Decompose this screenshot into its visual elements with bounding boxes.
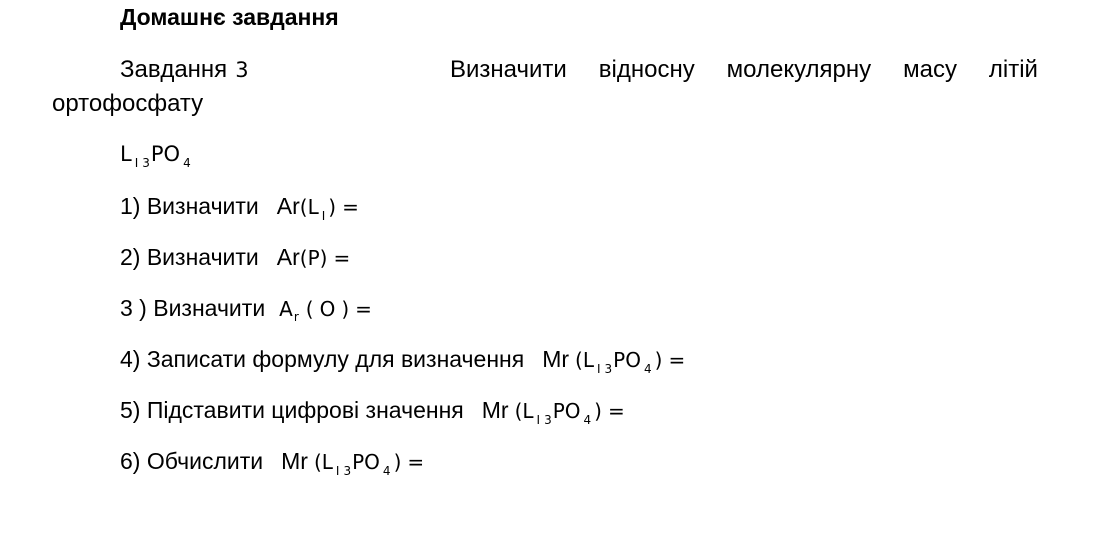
formula-sub-3: 3 — [142, 156, 150, 170]
symbol: Ar — [276, 193, 300, 219]
formula-po: PO — [613, 348, 641, 372]
task-word: молекулярну — [726, 56, 872, 83]
symbol: A — [279, 297, 293, 321]
task-word: Визначити — [450, 56, 567, 83]
task-instruction-continuation: ортофосфату — [52, 90, 204, 117]
element-sub: I — [321, 209, 326, 223]
close-paren: ) — [319, 246, 328, 270]
formula-letter: L — [522, 399, 534, 423]
formula-sub-i: I — [335, 464, 340, 478]
close-paren: ) — [341, 297, 350, 321]
formula-letter: L — [321, 450, 333, 474]
formula-sub-i: I — [134, 156, 139, 170]
task-instruction — [450, 56, 1038, 84]
step-label: 4) Записати формулу для визначення — [120, 346, 525, 372]
task-label — [120, 56, 249, 84]
equals-sign: = — [607, 399, 625, 423]
homework-heading: Домашнє завдання — [120, 4, 339, 30]
open-paren: ( — [575, 348, 583, 372]
open-paren: ( — [305, 297, 314, 321]
compound-formula — [120, 142, 194, 170]
equals-sign: = — [342, 195, 359, 219]
task-word: літій — [988, 56, 1038, 83]
symbol: Mr — [281, 448, 308, 474]
equals-sign: = — [333, 246, 351, 270]
task-word: масу — [903, 56, 957, 83]
symbol: Mr — [481, 397, 509, 423]
step-2 — [120, 244, 350, 271]
formula-sub-4: 4 — [183, 156, 191, 170]
step-label: 6) Обчислити — [120, 448, 264, 474]
task-label-text: Завдання — [120, 56, 228, 83]
step-label: 2) Визначити — [120, 244, 259, 270]
step-expression — [277, 244, 350, 270]
element-letter: P — [307, 246, 320, 270]
formula-sub-4: 4 — [583, 413, 592, 427]
open-paren: ( — [514, 399, 523, 423]
step-expression — [481, 397, 625, 427]
formula-letter: L — [582, 348, 594, 372]
formula-sub-3: 3 — [343, 464, 352, 478]
formula-po: PO — [150, 142, 181, 166]
task-word: відносну — [598, 56, 695, 83]
formula-sub-3: 3 — [604, 362, 613, 376]
open-paren: ( — [299, 246, 308, 270]
symbol: Ar — [276, 244, 300, 270]
symbol-sub: r — [293, 310, 299, 324]
step-label: 1) Визначити — [120, 193, 259, 219]
step-5 — [120, 397, 625, 427]
step-3 — [120, 295, 372, 322]
close-paren: ) — [654, 348, 663, 372]
formula-letter: L — [120, 142, 132, 166]
element-letter: L — [307, 195, 319, 219]
symbol: Mr — [542, 346, 570, 372]
equals-sign: = — [668, 348, 686, 372]
equals-sign: = — [355, 297, 372, 321]
formula-sub-3: 3 — [544, 413, 552, 427]
step-label: 3 ) Визначити — [120, 295, 266, 321]
formula-sub-4: 4 — [643, 362, 652, 376]
step-expression — [276, 193, 359, 223]
open-paren: ( — [313, 450, 322, 474]
step-label: 5) Підставити цифрові значення — [120, 397, 464, 423]
step-4 — [120, 346, 686, 376]
step-expression — [281, 448, 425, 478]
formula-po: PO — [352, 450, 380, 474]
formula-sub-i: I — [596, 362, 601, 376]
step-expression — [542, 346, 686, 376]
close-paren: ) — [393, 450, 402, 474]
equals-sign: = — [407, 450, 425, 474]
open-paren: ( — [299, 195, 308, 219]
close-paren: ) — [328, 195, 337, 219]
formula-sub-4: 4 — [382, 464, 391, 478]
step-6 — [120, 448, 425, 478]
step-1 — [120, 193, 359, 223]
step-expression — [279, 295, 372, 324]
formula-po: PO — [552, 399, 581, 423]
close-paren: ) — [594, 399, 602, 423]
task-number: 3 — [235, 58, 249, 82]
element-letter: O — [319, 297, 336, 321]
formula-sub-i: I — [536, 413, 541, 427]
